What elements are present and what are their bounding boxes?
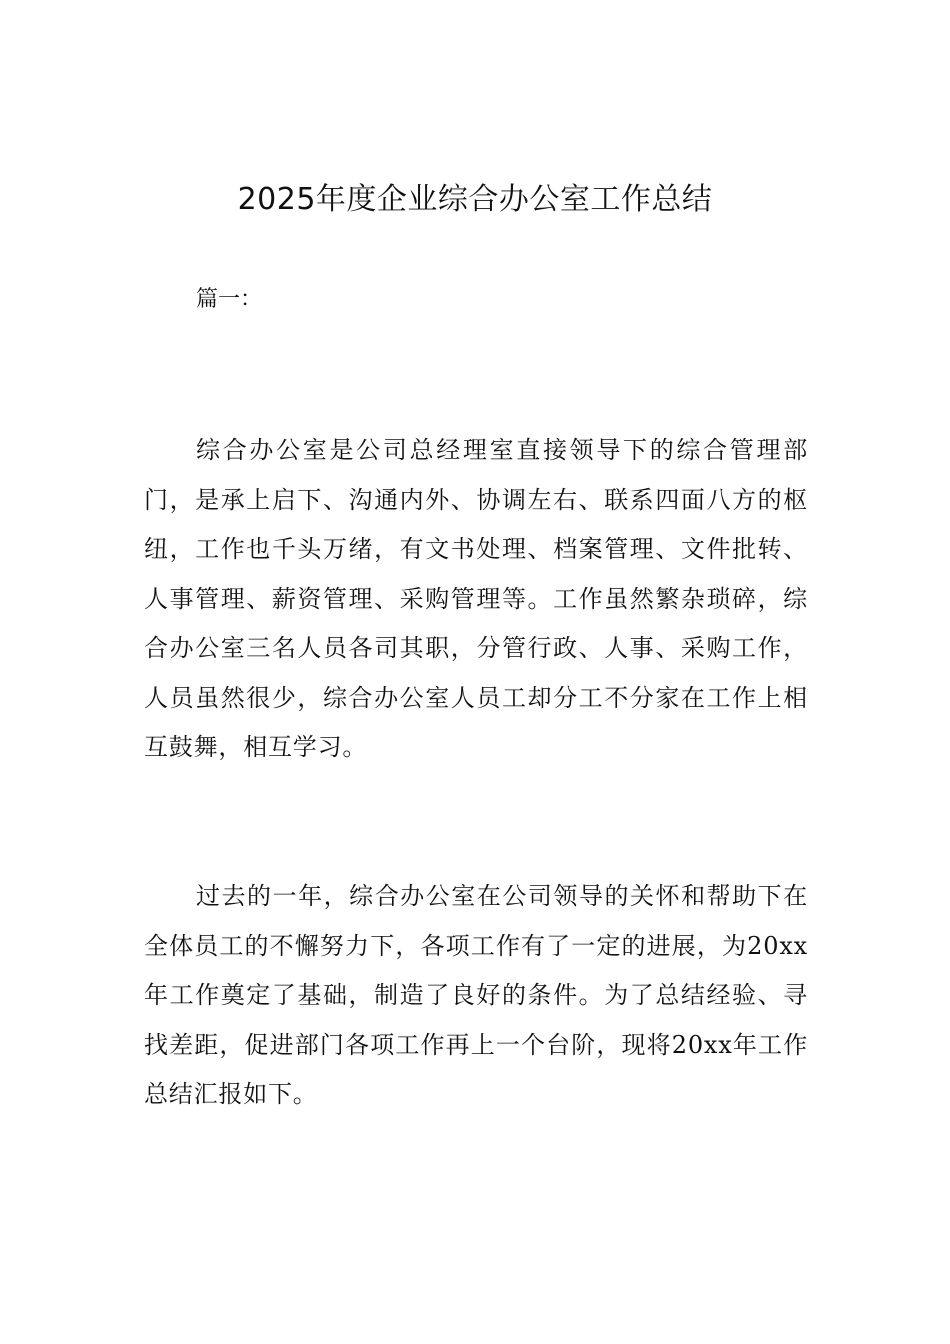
paragraph-2: 过去的一年，综合办公室在公司领导的关怀和帮助下在全体员工的不懈努力下，各项工作有了一定的进展，为20xx年工作奠定了基础，制造了良好的条件。为了总结经验、寻找差距，促进部门各项工作再上一个台阶，现将20xx年工作总结汇报如下。 — [144, 882, 808, 1108]
document-title: 2025年度企业综合办公室工作总结 — [237, 182, 713, 217]
section-label: 篇一： — [196, 287, 263, 312]
paragraph-1: 综合办公室是公司总经理室直接领导下的综合管理部门，是承上启下、沟通内外、协调左右、联系四面八方的枢纽，工作也千头万绪，有文书处理、档案管理、文件批转、人事管理、薪资管理、采购管理等。工作虽然繁杂琐碎，综合办公室三名人员各司其职，分管行政、人事、采购工作，人员虽然很少，综合办公室人员工却分工不分家在工作上相互鼓舞，相互学习。 — [144, 436, 808, 761]
